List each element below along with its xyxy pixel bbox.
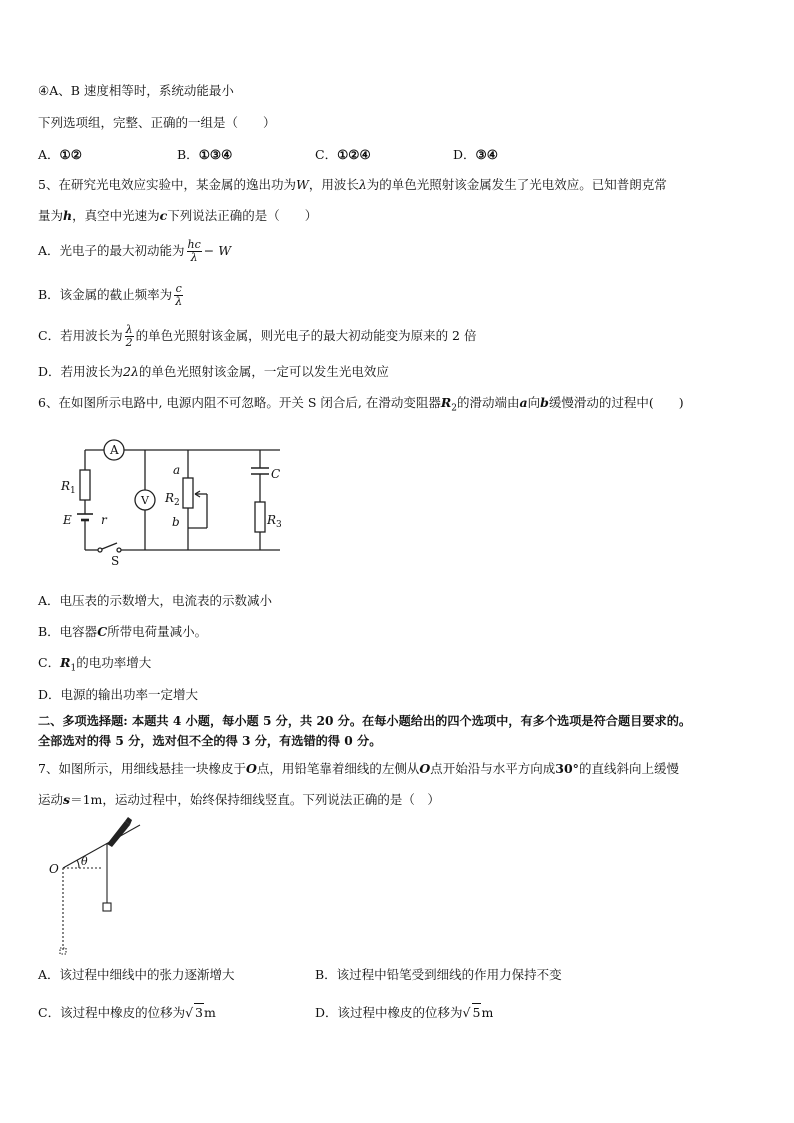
q7-option-d: D．该过程中橡皮的位移为√ 5m — [315, 1005, 494, 1020]
q5-stem-line2: 量为h，真空中光速为c下列说法正确的是（ ） — [38, 208, 318, 223]
q7-option-b: B．该过程中铅笔受到细线的作用力保持不变 — [315, 967, 562, 982]
q6-option-c: C．$R_1$的电功率增大 — [38, 655, 152, 674]
fraction: $\frac{\lambda}{2}$ — [125, 323, 133, 349]
q3-option-b: B．①③④ — [177, 147, 233, 162]
q5-stem-line1: 5、在研究光电效应实验中，某金属的逸出功为W，用波长λ为的单色光照射该金属发生了光电效应。已知普朗克常 — [38, 177, 667, 192]
q3-option-d: D．③④ — [453, 147, 498, 162]
q6-option-a: A．电压表的示数增大，电流表的示数减小 — [38, 593, 273, 608]
e-label: E — [63, 513, 72, 527]
section2-heading-line2: 全部选对的得 5 分，选对但不全的得 3 分，有选错的得 0 分。 — [38, 734, 382, 748]
s-label: S — [111, 554, 120, 568]
q5-option-a: A．光电子的最大初动能为 $\frac{hc}{\lambda}$ − W — [38, 238, 232, 264]
circuit-diagram — [55, 432, 295, 572]
r-label: r — [101, 513, 107, 527]
q3-item-4: ④A、B 速度相等时，系统动能最小 — [38, 83, 234, 98]
q3-prompt: 下列选项组，完整、正确的一组是（ ） — [38, 115, 276, 130]
q5-option-b: B．该金属的截止频率为 $\frac{c}{\lambda}$ — [38, 282, 183, 308]
r1-label: R — [61, 479, 71, 493]
q3-option-a: A．①② — [38, 147, 82, 162]
q7-stem-line2: 运动s＝1m，运动过程中，始终保持细线竖直。下列说法正确的是（ ） — [38, 792, 440, 807]
r1-sub: 1 — [70, 486, 76, 496]
q6-stem: 6、在如图所示电路中, 电源内阻不可忽略。开关 S 闭合后, 在滑动变阻器$R_2$的滑动端由a向b缓慢滑动的过程中( ) — [38, 395, 684, 414]
fraction: $\frac{hc}{\lambda}$ — [187, 238, 201, 264]
r3-label: R — [267, 513, 277, 527]
voltmeter-label: V — [141, 494, 149, 507]
o-label: O — [49, 862, 59, 876]
fraction: $\frac{c}{\lambda}$ — [175, 282, 183, 308]
q6-option-d: D．电源的输出功率一定增大 — [38, 687, 199, 702]
q7-stem-line1: 7、如图所示，用细线悬挂一块橡皮于O点，用铅笔靠着细线的左侧从O点开始沿与水平方向成30°的直线斜向上缓慢 — [38, 761, 679, 776]
q5-option-c: C．若用波长为 $\frac{\lambda}{2}$ 的单色光照射该金属，则光电子的最大初动能变为原来的 2 倍 — [38, 323, 477, 349]
q7-option-c: C．该过程中橡皮的位移为√ 3m — [38, 1005, 216, 1020]
r2-label: R — [165, 491, 175, 505]
r3-sub: 3 — [276, 520, 282, 530]
q6-option-b: B．电容器C所带电荷量减小。 — [38, 624, 208, 639]
ammeter-label: A — [110, 443, 119, 457]
theta-label: θ — [81, 855, 88, 868]
q5-option-d: D．若用波长为2λ的单色光照射该金属，一定可以发生光电效应 — [38, 364, 389, 379]
r2-sub: 2 — [174, 498, 180, 508]
q7-option-a: A．该过程中细线中的张力逐渐增大 — [38, 967, 235, 982]
a-label: a — [173, 463, 181, 477]
b-label: b — [172, 515, 180, 529]
pencil-diagram — [45, 815, 155, 960]
q3-option-c: C．①②④ — [315, 147, 371, 162]
c-label: C — [271, 467, 281, 481]
section2-heading-line1: 二、多项选择题: 本题共 4 小题，每小题 5 分，共 20 分。在每小题给出的四个选项中，有多个选项是符合题目要求的。 — [38, 714, 692, 728]
